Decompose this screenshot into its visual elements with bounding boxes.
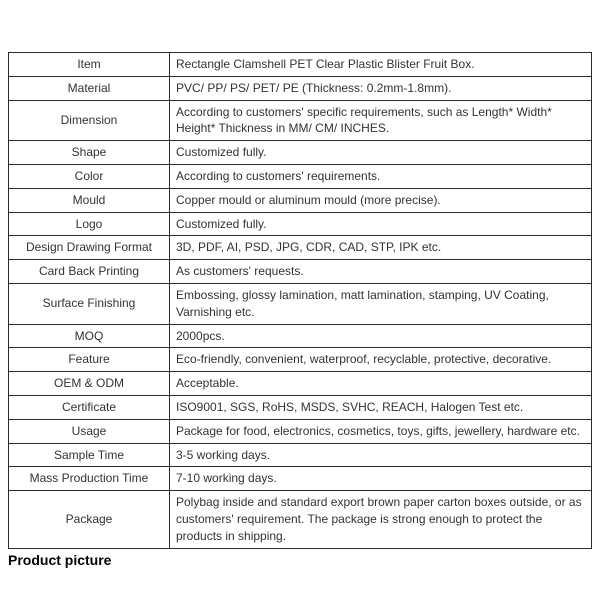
row-label: Mass Production Time xyxy=(9,467,170,491)
row-label: Sample Time xyxy=(9,443,170,467)
row-label: Dimension xyxy=(9,100,170,141)
row-label: Material xyxy=(9,76,170,100)
row-label: Card Back Printing xyxy=(9,260,170,284)
row-value: Eco-friendly, convenient, waterproof, recyclable, protective, decorative. xyxy=(170,348,592,372)
table-row xyxy=(9,491,592,548)
table-row xyxy=(9,76,592,100)
row-value: ISO9001, SGS, RoHS, MSDS, SVHC, REACH, Halogen Test etc. xyxy=(170,395,592,419)
row-value: Embossing, glossy lamination, matt lamination, stamping, UV Coating, Varnishing etc. xyxy=(170,283,592,324)
table-row xyxy=(9,164,592,188)
row-label: Surface Finishing xyxy=(9,283,170,324)
table-row xyxy=(9,443,592,467)
row-label: Item xyxy=(9,53,170,77)
table-row xyxy=(9,324,592,348)
row-label: Design Drawing Format xyxy=(9,236,170,260)
table-row xyxy=(9,100,592,141)
row-label: Shape xyxy=(9,141,170,165)
row-label: Color xyxy=(9,164,170,188)
row-value: PVC/ PP/ PS/ PET/ PE (Thickness: 0.2mm-1.8mm). xyxy=(170,76,592,100)
row-label: Certificate xyxy=(9,395,170,419)
spec-table xyxy=(8,52,592,549)
row-value: Customized fully. xyxy=(170,212,592,236)
row-label: Mould xyxy=(9,188,170,212)
row-value: As customers' requests. xyxy=(170,260,592,284)
section-heading-product-picture: Product picture xyxy=(8,551,112,568)
row-label: Package xyxy=(9,491,170,548)
row-value: 7-10 working days. xyxy=(170,467,592,491)
row-label: Usage xyxy=(9,419,170,443)
row-label: Logo xyxy=(9,212,170,236)
row-value: According to customers' requirements. xyxy=(170,164,592,188)
row-value: Customized fully. xyxy=(170,141,592,165)
row-value: 2000pcs. xyxy=(170,324,592,348)
spec-table-body xyxy=(9,53,592,549)
row-value: Copper mould or aluminum mould (more precise). xyxy=(170,188,592,212)
table-row xyxy=(9,260,592,284)
row-value: According to customers' specific requirements, such as Length* Width* Height* Thickness in MM/ CM/ INCHES. xyxy=(170,100,592,141)
table-row xyxy=(9,348,592,372)
row-value: Rectangle Clamshell PET Clear Plastic Blister Fruit Box. xyxy=(170,53,592,77)
row-value: Acceptable. xyxy=(170,372,592,396)
row-label: Feature xyxy=(9,348,170,372)
table-row xyxy=(9,188,592,212)
row-value: Package for food, electronics, cosmetics, toys, gifts, jewellery, hardware etc. xyxy=(170,419,592,443)
table-row xyxy=(9,141,592,165)
table-row xyxy=(9,53,592,77)
row-value: Polybag inside and standard export brown paper carton boxes outside, or as customers' requirement. The package is strong enough to protect the products in shipping. xyxy=(170,491,592,548)
row-label: MOQ xyxy=(9,324,170,348)
row-value: 3D, PDF, AI, PSD, JPG, CDR, CAD, STP, IPK etc. xyxy=(170,236,592,260)
table-row xyxy=(9,395,592,419)
table-row xyxy=(9,212,592,236)
row-value: 3-5 working days. xyxy=(170,443,592,467)
table-row xyxy=(9,372,592,396)
table-row xyxy=(9,283,592,324)
table-row xyxy=(9,236,592,260)
table-row xyxy=(9,419,592,443)
row-label: OEM & ODM xyxy=(9,372,170,396)
table-row xyxy=(9,467,592,491)
